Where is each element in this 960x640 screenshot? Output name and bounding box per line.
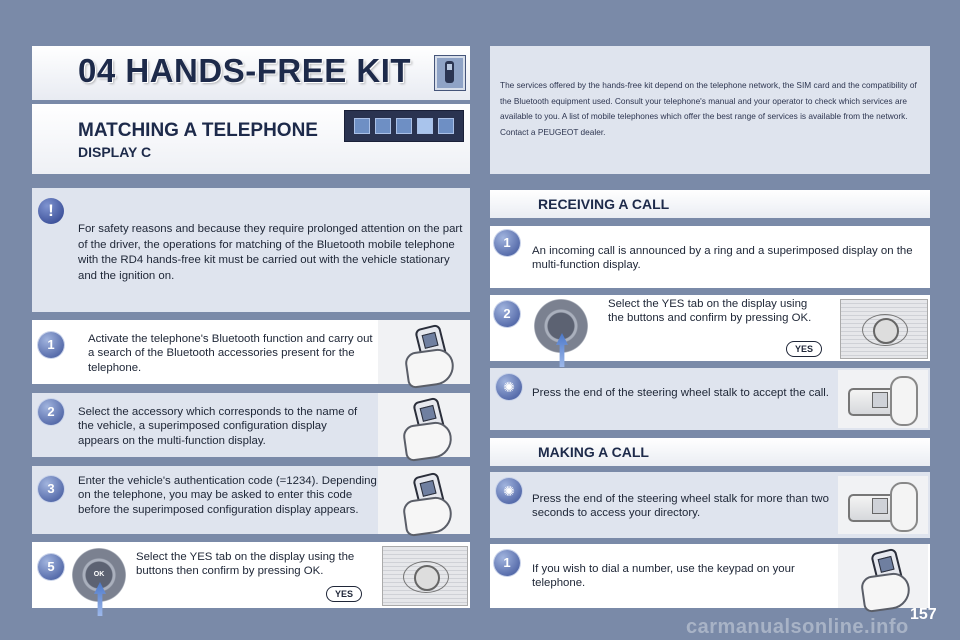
yes-tab-badge: YES (786, 341, 822, 357)
matching-step (32, 542, 470, 608)
mobile-phone-icon (434, 55, 466, 91)
receiving-header (490, 190, 930, 218)
illustration (378, 466, 470, 534)
step-number-badge: 2 (38, 399, 64, 425)
receiving-title: RECEIVING A CALL (538, 196, 670, 212)
illustration (838, 370, 928, 428)
step-text: If you wish to dial a number, use the keypad on your telephone. (532, 563, 795, 590)
making-header (490, 438, 930, 466)
receiving-step (490, 226, 930, 288)
step-text: Select the YES tab on the display using the buttons and confirm by pressing OK. (608, 298, 812, 325)
illustration (378, 320, 470, 384)
section-title: MATCHING A TELEPHONE (78, 120, 318, 141)
info-text: The services offered by the hands-free kit depend on the telephone network, the SIM card and the compatibility of the Bluetooth equipment used. Consult your telephone's manual and your operator to check which services are available to you. A list of mobile telephones which offer the best range of services is available from the network. Contact a PEUGEOT dealer. (500, 80, 917, 137)
warning-box (32, 188, 470, 312)
control-panel-illustration (840, 299, 928, 359)
yes-tab-badge: YES (326, 586, 362, 602)
title-bar (32, 46, 470, 100)
warning-icon: ! (38, 198, 64, 224)
illustration (378, 393, 470, 457)
control-panel-illustration (382, 546, 468, 606)
step-text: Press the end of the steering wheel stalk for more than two seconds to access your directory. (532, 493, 829, 520)
receiving-step (490, 368, 930, 430)
info-box (490, 46, 930, 174)
joystick-icon (72, 548, 126, 602)
watermark: carmanualsonline.info (686, 616, 909, 638)
joystick-icon (534, 299, 588, 353)
section-header (32, 104, 470, 174)
hand-holding-phone-icon (394, 470, 454, 530)
receiving-step (490, 295, 930, 361)
illustration (838, 476, 928, 534)
making-step (490, 472, 930, 538)
warning-text: For safety reasons and because they require prolonged attention on the part of the driver, the operations for matching of the Bluetooth mobile telephone with the RD4 hands-free kit must be carried out with the vehicle stationary and the ignition on. (78, 223, 463, 282)
step-number-badge: 1 (494, 550, 520, 576)
step-number-badge: 2 (494, 301, 520, 327)
step-text: Select the YES tab on the display using the buttons then confirm by pressing OK. (136, 551, 355, 578)
step-number-badge: 5 (38, 554, 64, 580)
making-title: MAKING A CALL (538, 444, 649, 460)
matching-step (32, 320, 470, 384)
hand-holding-phone-icon (394, 395, 454, 455)
steering-stalk-icon (844, 374, 914, 424)
step-text: Select the accessory which corresponds to the name of the vehicle, a superimposed configuration display appears on the multi-function display. (78, 406, 358, 447)
making-step (490, 544, 930, 608)
hand-holding-phone-icon (396, 322, 456, 382)
sun-icon (496, 478, 522, 504)
page-number: 157 (910, 606, 937, 623)
step-text: Enter the vehicle's authentication code (=1234). Depending on the telephone, you may be asked to enter this code before the superimposed configuration display appears. (78, 475, 377, 516)
step-text: An incoming call is announced by a ring and a superimposed display on the multi-function display. (532, 245, 913, 272)
hand-holding-phone-icon (852, 546, 912, 606)
display-label: DISPLAY C (78, 144, 152, 160)
ok-label: OK (93, 571, 105, 578)
step-number-badge: 3 (38, 476, 64, 502)
matching-step (32, 393, 470, 457)
matching-step (32, 466, 470, 534)
illustration (838, 544, 928, 608)
step-number-badge: 1 (494, 230, 520, 256)
sun-icon (496, 374, 522, 400)
page-title: 04 HANDS-FREE KIT (78, 52, 412, 89)
steering-stalk-icon (844, 480, 914, 530)
step-number-badge: 1 (38, 332, 64, 358)
step-text: Press the end of the steering wheel stalk to accept the call. (532, 387, 829, 399)
step-text: Activate the telephone's Bluetooth function and carry out a search of the Bluetooth accessories present for the telephone. (88, 333, 373, 374)
display-screen-illustration (344, 110, 464, 142)
